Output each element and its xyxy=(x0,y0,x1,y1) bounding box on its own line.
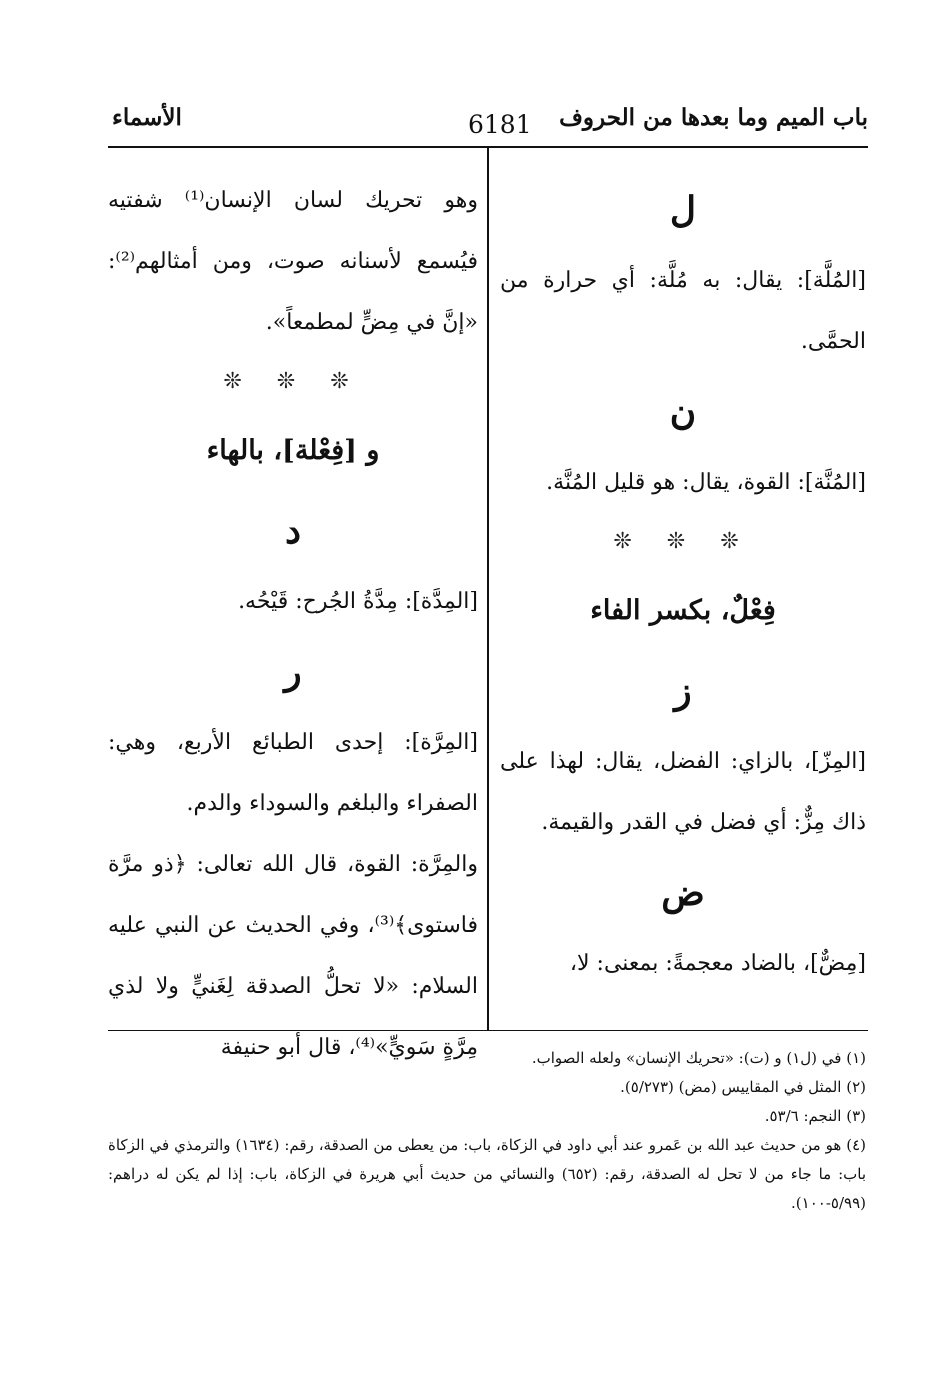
left-column xyxy=(108,170,478,1078)
entry-mulla: [المُلَّة]: يقال: به مُلَّة: أي حرارة من الحمَّى. xyxy=(500,268,866,354)
entry-mirra-1: [المِرَّة]: إحدى الطبائع الأربع، وهي: الصفراء والبلغم والسوداء والدم. xyxy=(108,730,478,816)
footnote-rule xyxy=(108,1030,868,1031)
running-head-chapter: باب الميم وما بعدها من الحروف xyxy=(559,104,868,131)
entry-midd-continued: وهو تحريك لسان الإنسان⁽¹⁾ شفتيه فيُسمع لأسنانه صوت، ومن أمثالهم⁽²⁾: «إنَّ في مِضٍّ لمطمعاً». xyxy=(108,188,479,335)
entry-munna: [المُنَّة]: القوة، يقال: هو قليل المُنَّة. xyxy=(546,470,866,495)
footnotes xyxy=(108,1044,866,1218)
entry-midda: [المِدَّة]: مِدَّةُ الجُرح: قَيْحُه. xyxy=(238,589,478,614)
footnote-2: (٢) المثل في المقاييس (مض) (٥/٢٧٣). xyxy=(620,1078,866,1096)
letter-heading-zay: ز xyxy=(674,670,692,712)
entry-midd: [مِضٌّ]، بالضاد معجمةً: بمعنى: لا، xyxy=(569,951,866,976)
letter-heading-ra: ر xyxy=(284,651,302,693)
pattern-heading: فِعْلٌ، بكسر الفاء xyxy=(590,595,776,626)
entry-mirra-2: والمِرَّة: القوة، قال الله تعالى: ﴿ذو مرَّة فاستوى﴾⁽³⁾، وفي الحديث عن النبي عليه السلام: «لا تحلُّ الصدقة لِغَنيٍّ ولا لذي مِرَّةٍ سَويٍّ»⁽⁴⁾، قال أبو حنيفة xyxy=(108,852,478,1060)
pattern-heading: و [فِعْلة]، بالهاء xyxy=(206,435,380,466)
letter-heading-dad: ض xyxy=(661,872,705,914)
running-head-section: الأسماء xyxy=(112,104,182,131)
footnote-4: (٤) هو من حديث عبد الله بن عَمرو عند أبي داود في الزكاة، باب: من يعطى من الصدقة، رقم: (١٦٣٤) والترمذي في الزكاة باب: ما جاء من لا تحل له الصدقة، رقم: (٦٥٢) والنسائي من حديث أبي هريرة في الزكاة، باب: إذا لم يكن له دراهم: (٥/٩٩-١٠٠). xyxy=(108,1136,866,1212)
letter-heading-lam: ل xyxy=(669,189,697,231)
footnote-1: (١) في (ل١) و (ت): «تحريك الإنسان» ولعله الصواب. xyxy=(531,1049,866,1067)
page-number: 6181 xyxy=(468,110,532,139)
section-separator: ❊ ❊ ❊ xyxy=(613,529,753,554)
section-separator: ❊ ❊ ❊ xyxy=(223,369,363,394)
entry-mizz: [المِزّ]، بالزاي: الفضل، يقال: لهذا على ذاك مِزٌّ: أي فضل في القدر والقيمة. xyxy=(500,749,866,835)
letter-heading-dal: د xyxy=(284,510,302,552)
right-column xyxy=(500,170,866,994)
letter-heading-nun: ن xyxy=(669,391,697,433)
column-divider xyxy=(487,147,489,1031)
footnote-3: (٣) النجم: ٥٣/٦. xyxy=(764,1107,866,1125)
